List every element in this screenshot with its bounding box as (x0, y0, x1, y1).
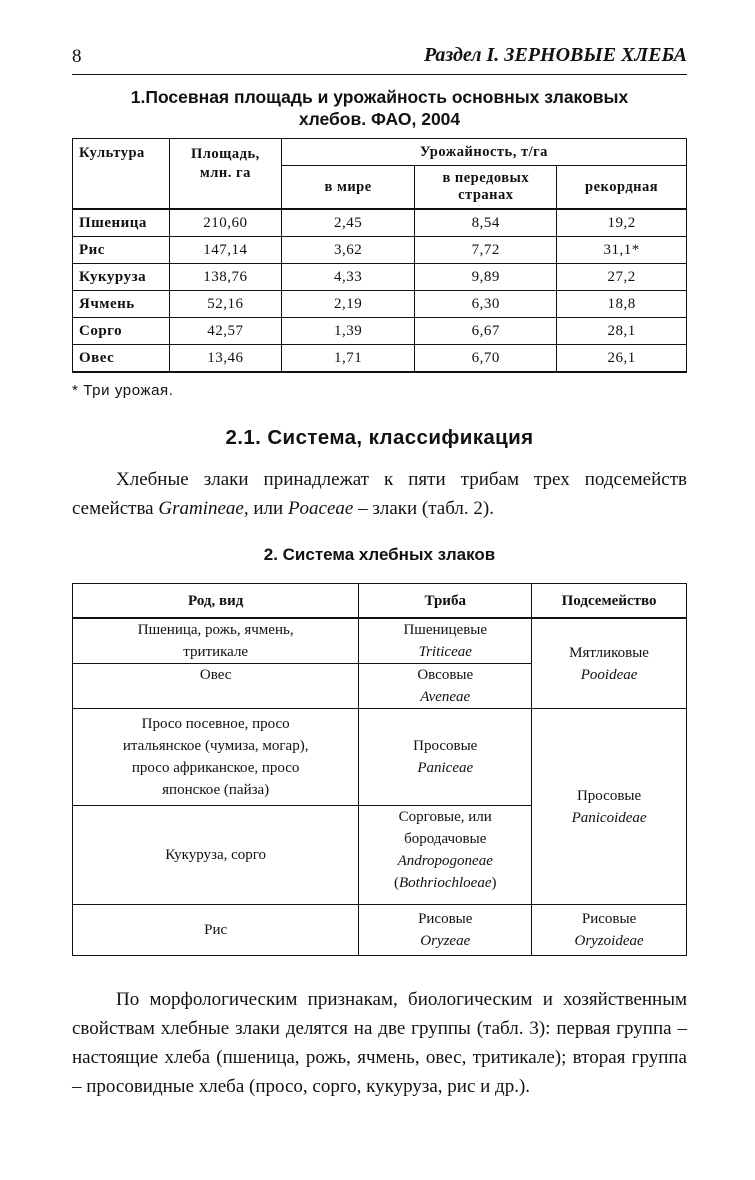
table1-area-yield (72, 138, 687, 373)
area-value: 52,16 (169, 291, 281, 318)
leading-yield: 6,67 (415, 318, 557, 345)
world-yield: 4,33 (281, 264, 415, 291)
record-yield: 18,8 (557, 291, 687, 318)
table1-footnote: * Три урожая. (72, 382, 174, 399)
area-value: 210,60 (169, 209, 281, 237)
tribe-latin: Oryzeae (420, 933, 471, 949)
p1-italic-b: Poaceae (287, 498, 354, 519)
table1-title-line1: 1.Посевная площадь и урожайность основных злаковых (130, 87, 629, 107)
tribe-cell (359, 709, 532, 806)
genus-cell (73, 618, 359, 664)
table1-title (72, 86, 687, 130)
world-yield: 1,39 (281, 318, 415, 345)
header-area (169, 139, 281, 210)
table-row (73, 709, 687, 806)
section-heading: 2.1. Система, классификация (225, 426, 534, 449)
crop-name: Рис (73, 237, 170, 264)
p1-text-a: Хлебные злаки принадлежат к пяти трибам трех подсемейств семейства (72, 469, 687, 519)
genus-cell (73, 709, 359, 806)
world-yield: 1,71 (281, 345, 415, 373)
header-world: в мире (281, 166, 415, 210)
subfamily-latin: Pooideae (580, 666, 638, 683)
tribe-name: Пшеницевые (403, 622, 488, 638)
header-area-line2: млн. га (199, 165, 251, 181)
world-yield: 2,45 (281, 209, 415, 237)
genus-line: Овес (199, 667, 232, 683)
record-yield: 31,1* (557, 237, 687, 264)
table1-title-line2: хлебов. ФАО, 2004 (298, 109, 461, 129)
table-row (73, 905, 687, 956)
area-value: 138,76 (169, 264, 281, 291)
leading-yield: 9,89 (415, 264, 557, 291)
genus-line: Просо посевное, просо (141, 716, 290, 732)
tribe-cell (359, 664, 532, 709)
tribe-name: Рисовые (418, 911, 473, 927)
world-yield: 2,19 (281, 291, 415, 318)
header-leading-line2: странах (458, 187, 514, 203)
header-leading-line1: в передовых (442, 170, 530, 186)
subfamily-latin: Panicoideae (571, 809, 647, 826)
running-title: Раздел I. ЗЕРНОВЫЕ ХЛЕБА (423, 44, 687, 66)
genus-line: японское (пайза) (162, 782, 270, 798)
subfamily-cell (532, 905, 687, 956)
tribe-latin-alt-name: Bothriochloeae (399, 875, 492, 891)
area-value: 147,14 (169, 237, 281, 264)
paragraph-1 (72, 465, 687, 523)
header-culture: Культура (73, 139, 170, 210)
world-yield: 3,62 (281, 237, 415, 264)
genus-line: просо африканское, просо (131, 760, 300, 776)
table-row (73, 237, 687, 264)
header-area-line1: Площадь, (190, 146, 260, 162)
tribe-name: Сорговые, или (398, 809, 492, 825)
p2-text: По морфологическим признакам, биологическим и хозяйственным свойствам хлебные злаки делятся на две группы (табл. 3): первая группа – настоящие хлеба (пшеница, рожь, ячмень, овес, тритикале); вторая группа – просовидные хлеба (просо, сорго, кукуруза, рис и др.). (72, 989, 687, 1097)
tribe-latin: Triticeae (418, 644, 472, 660)
page-number: 8 (72, 46, 82, 67)
paragraph-2 (72, 985, 687, 1101)
crop-name: Пшеница (73, 209, 170, 237)
tribe-name: бородачовые (404, 831, 487, 847)
leading-yield: 8,54 (415, 209, 557, 237)
area-value: 42,57 (169, 318, 281, 345)
table2-cereal-system (72, 583, 687, 956)
tribe-name: Овсовые (417, 667, 474, 683)
header-record: рекордная (557, 166, 687, 210)
genus-line: итальянское (чумиза, могар), (122, 738, 309, 754)
genus-line: Кукуруза, сорго (165, 847, 267, 863)
crop-name: Сорго (73, 318, 170, 345)
table-row (73, 618, 687, 664)
subfamily-latin: Oryzoideae (574, 933, 644, 949)
subfamily-name: Просовые (576, 787, 642, 804)
page-header (72, 40, 687, 75)
table-row (73, 345, 687, 373)
table-row (73, 291, 687, 318)
leading-yield: 7,72 (415, 237, 557, 264)
header-tribe: Триба (359, 584, 532, 619)
record-yield: 19,2 (557, 209, 687, 237)
header-genus: Род, вид (73, 584, 359, 619)
table2-title: 2. Система хлебных злаков (263, 545, 496, 564)
tribe-cell (359, 905, 532, 956)
subfamily-name: Мятликовые (569, 644, 649, 661)
header-leading (415, 166, 557, 210)
p1-italic-a: Gramineae, (158, 498, 249, 519)
subfamily-name: Рисовые (581, 911, 637, 927)
record-yield: 28,1 (557, 318, 687, 345)
genus-line: тритикале (183, 644, 249, 660)
table-row (73, 264, 687, 291)
genus-line: Рис (204, 922, 228, 938)
area-value: 13,46 (169, 345, 281, 373)
table-row (73, 318, 687, 345)
record-yield: 27,2 (557, 264, 687, 291)
crop-name: Кукуруза (73, 264, 170, 291)
tribe-latin-alt: (Bothriochloeae) (394, 875, 497, 891)
leading-yield: 6,30 (415, 291, 557, 318)
p1-text-b: или (248, 498, 288, 519)
tribe-latin: Andropogoneae (397, 853, 493, 869)
tribe-name: Просовые (413, 738, 478, 754)
tribe-cell (359, 618, 532, 664)
tribe-latin: Aveneae (420, 689, 471, 705)
header-yield-group: Урожайность, т/га (281, 139, 686, 166)
genus-cell (73, 905, 359, 956)
genus-cell (73, 806, 359, 905)
genus-line: Пшеница, рожь, ячмень, (137, 622, 294, 638)
tribe-latin: Paniceae (417, 760, 474, 776)
leading-yield: 6,70 (415, 345, 557, 373)
tribe-cell (359, 806, 532, 905)
record-yield: 26,1 (557, 345, 687, 373)
p1-text-c: – злаки (табл. 2). (353, 498, 494, 519)
crop-name: Ячмень (73, 291, 170, 318)
subfamily-cell (532, 618, 687, 709)
header-subfamily: Подсемейство (532, 584, 687, 619)
subfamily-cell (532, 709, 687, 905)
table-row (73, 209, 687, 237)
genus-cell (73, 664, 359, 709)
crop-name: Овес (73, 345, 170, 373)
